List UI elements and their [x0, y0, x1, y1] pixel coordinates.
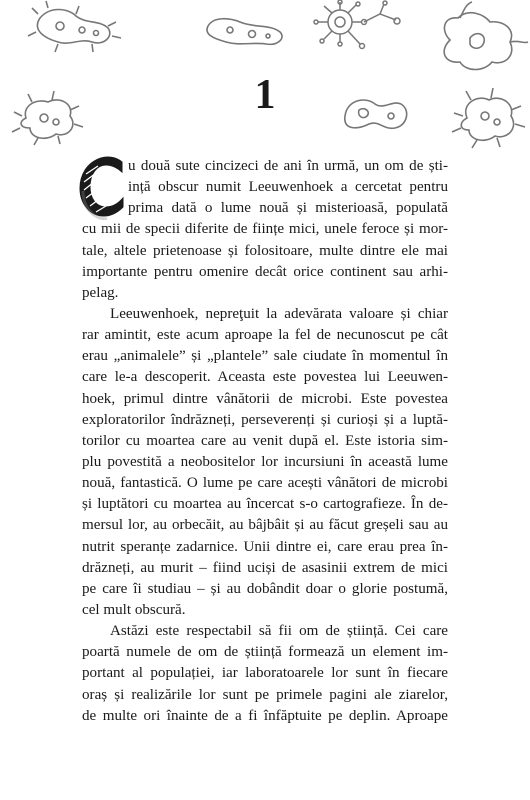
text-line: rar amintit, este acum aproape la fel de necunoscut pe cât: [82, 327, 448, 344]
text-line: nutrit speranțe zadarnice. Unii dintre ei, care erau prea în-: [82, 538, 448, 555]
text-line: importante pentru omenire decât orice continent sau arhi-: [82, 263, 448, 280]
text-line: oraș și realizările lor sunt pe primele pagini ale ziarelor,: [82, 686, 448, 703]
text-line: nouă, fantastică. O lume pe care acești vânători de microbi: [82, 475, 448, 492]
text-line: torilor cu moartea care au venit după el. Este istoria sim-: [82, 432, 448, 449]
text-line: de multe ori înainte de a fi înfăptuite pe deplin. Aproape: [82, 707, 448, 724]
paragraph-2: [82, 304, 448, 621]
text-line: pelag.: [82, 284, 119, 301]
virus-icon: [300, 0, 410, 60]
text-line: Astăzi este respectabil să fii om de știință. Cei care: [110, 623, 448, 640]
text-line: u două sute cincizeci de ani în urmă, un om de ști-: [128, 158, 448, 174]
text-line: pe care îi studiau – și au dobândit doar o glorie postumă,: [82, 580, 448, 597]
microbe-icon: [20, 0, 130, 55]
text-line: care le-a descoperit. Aceasta este povestea lui Leeuwen-: [82, 369, 448, 386]
text-line: hoek, primul dintre vânătorii de microbi. Este povestea: [82, 390, 448, 407]
text-line: și luptători cu moartea au încercat s-o cartografieze. În de-: [82, 496, 448, 513]
text-line: portant al populației, iar laboratoarele lor sunt în fiecare: [82, 665, 448, 682]
chapter-number: 1: [254, 72, 276, 118]
text-line: drăzneți, au murit – fiind uciși de asasinii extrem de mici: [82, 559, 448, 576]
paragraph-1: [82, 156, 448, 304]
text-line: mersul lor, au orbecăit, au bâjbâit și au făcut greșeli sau au: [82, 517, 448, 534]
text-line: tale, altele prietenoase și folositoare, multe dintre ele mai: [82, 242, 448, 259]
text-line: plu povestită a neobositelor lor incursiuni în această lume: [82, 453, 448, 470]
text-line: ință obscur numit Leeuwenhoek a cercetat pentru: [128, 179, 448, 196]
text-line: Leeuwenhoek, nepreţuit la adevărata valoare și chiar: [110, 305, 448, 322]
paragraph-3: [82, 621, 448, 727]
text-line: poartă numele de om de știință formează un element im-: [82, 644, 448, 661]
text-line: prima dată o lume nouă și misterioasă, populată: [128, 200, 448, 217]
text-line: cu mii de specii diferite de ființe mici, unele feroce și mor-: [82, 221, 448, 238]
body-text: [82, 156, 448, 727]
text-line: erau „animalele” și „plantele” sale ciudate în momentul în: [82, 348, 448, 365]
text-line: exploratorilor îndrăzneți, perseverenți și curioși și a luptă-: [82, 411, 448, 428]
bacterium-icon: [200, 6, 290, 56]
text-line: cel mult obscură.: [82, 601, 186, 618]
